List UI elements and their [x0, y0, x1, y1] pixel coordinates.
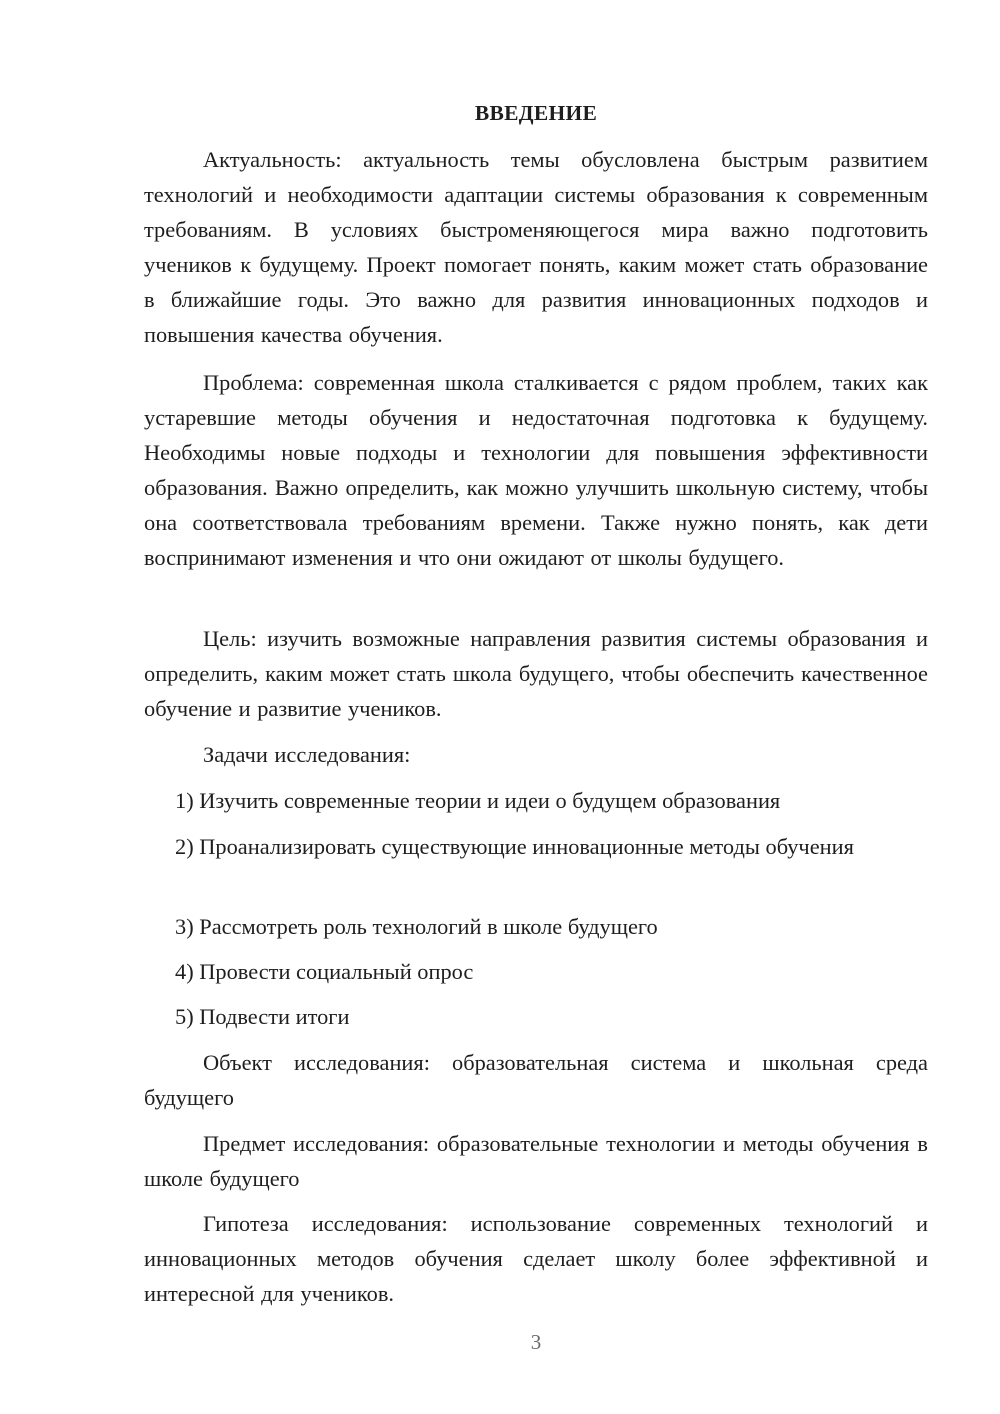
problem-paragraph: Проблема: современная школа сталкивается с рядом проблем, таких как устаревшие методы обучения и недостаточная подготовка к будущему. Необходимы новые подходы и технологии для повышения эффективности образования. Важно определить, как можно улучшить школьную систему, чтобы она соответствовала требованиям времени. Также нужно понять, как дети воспринимают изменения и что они ожидают от школы будущего.	[144, 370, 928, 570]
task-item-4: 4) Провести социальный опрос	[175, 959, 474, 984]
subject-paragraph: Предмет исследования: образовательные технологии и методы обучения в школе будущего	[144, 1131, 928, 1191]
tasks-label: Задачи исследования:	[203, 742, 411, 767]
task-item-1: 1) Изучить современные теории и идеи о будущем образования	[175, 788, 781, 813]
hypothesis-paragraph: Гипотеза исследования: использование современных технологий и инновационных методов обучения сделает школу более эффективной и интересной для учеников.	[144, 1211, 928, 1306]
relevance-paragraph: Актуальность: актуальность темы обусловлена быстрым развитием технологий и необходимости адаптации системы образования к современным требованиям. В условиях быстроменяющегося мира важно подготовить учеников к будущему. Проект помогает понять, каким может стать образование в ближайшие годы. Это важно для развития инновационных подходов и повышения качества обучения.	[144, 147, 928, 347]
task-item-2: 2) Проанализировать существующие инновационные методы обучения	[175, 834, 854, 859]
task-item-5: 5) Подвести итоги	[175, 1004, 350, 1029]
task-item-3: 3) Рассмотреть роль технологий в школе будущего	[175, 914, 658, 939]
object-paragraph: Объект исследования: образовательная система и школьная среда будущего	[144, 1050, 928, 1110]
page-number: 3	[530, 1330, 542, 1354]
goal-paragraph: Цель: изучить возможные направления развития системы образования и определить, каким может стать школа будущего, чтобы обеспечить качественное обучение и развитие учеников.	[144, 626, 928, 721]
page-title: ВВЕДЕНИЕ	[474, 101, 598, 125]
